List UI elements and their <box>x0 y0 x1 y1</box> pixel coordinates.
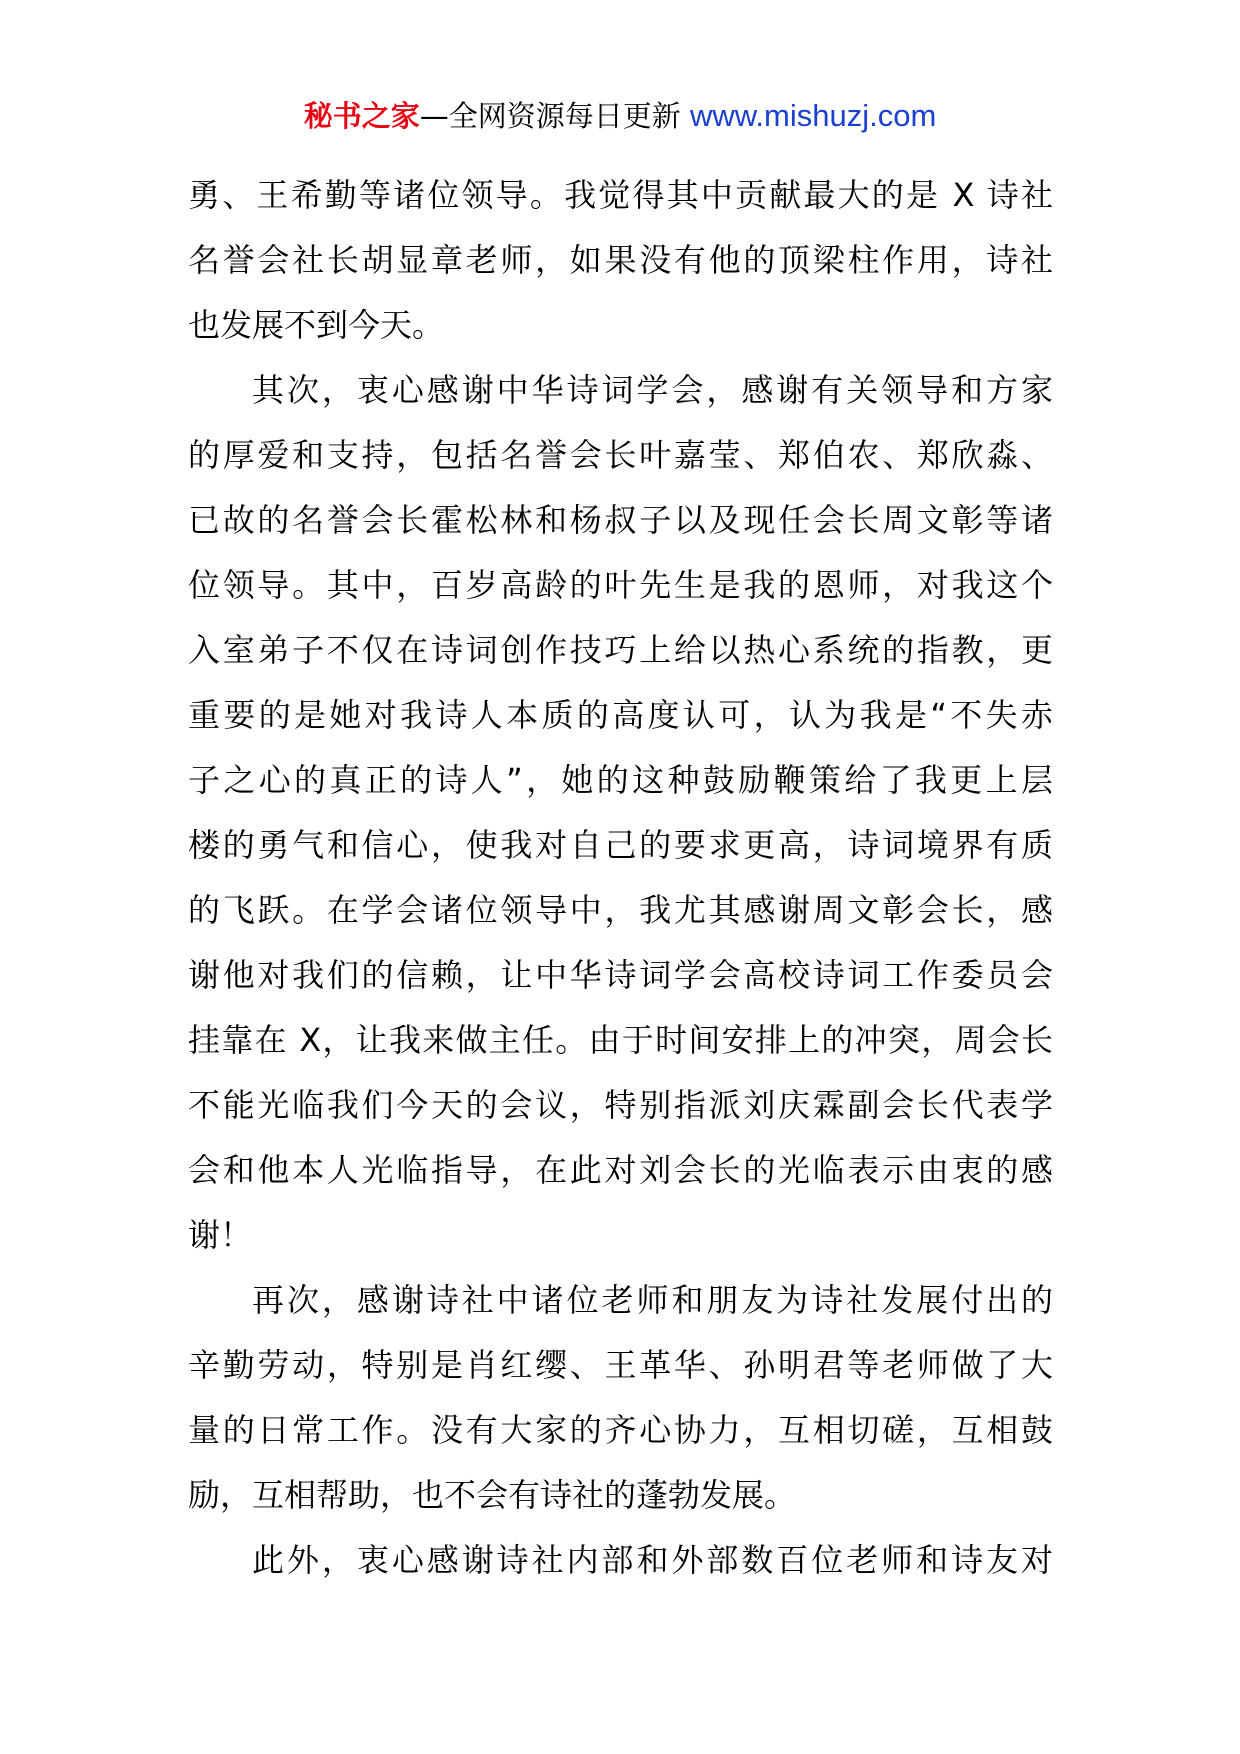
brand-name: 秘书之家 <box>303 99 420 133</box>
text-line: 子之心的真正的诗人”，她的这种鼓励鞭策给了我更上层 <box>188 761 1053 799</box>
text-line: 量的日常工作。没有大家的齐心协力，互相切磋，互相鼓 <box>188 1411 1053 1449</box>
text-line: 挂靠在 X，让我来做主任。由于时间安排上的冲突，周会长 <box>188 1021 1053 1059</box>
text-line: 楼的勇气和信心，使我对自己的要求更高，诗词境界有质 <box>188 826 1053 864</box>
paragraph-start-line: 此外，衷心感谢诗社内部和外部数百位老师和诗友对 <box>252 1541 1053 1579</box>
text-line: 辛勤劳动，特别是肖红缨、王革华、孙明君等老师做了大 <box>188 1346 1053 1384</box>
text-line: 的飞跃。在学会诸位领导中，我尤其感谢周文彰会长，感 <box>188 891 1053 929</box>
text-line: 入室弟子不仅在诗词创作技巧上给以热心系统的指教，更 <box>188 631 1053 669</box>
text-line: 已故的名誉会长霍松林和杨叔子以及现任会长周文彰等诸 <box>188 501 1053 539</box>
text-line: 勇、王希勤等诸位领导。我觉得其中贡献最大的是 X 诗社 <box>188 176 1053 214</box>
text-line: 会和他本人光临指导，在此对刘会长的光临表示由衷的感 <box>188 1151 1053 1189</box>
document-body <box>188 170 1053 1600</box>
text-line: 不能光临我们今天的会议，特别指派刘庆霖副会长代表学 <box>188 1086 1053 1124</box>
paragraph-start-line: 再次，感谢诗社中诸位老师和朋友为诗社发展付出的 <box>252 1281 1053 1319</box>
text-line: 谢他对我们的信赖，让中华诗词学会高校诗词工作委员会 <box>188 956 1053 994</box>
header-tagline: —全网资源每日更新 <box>419 99 681 133</box>
text-line: 位领导。其中，百岁高龄的叶先生是我的恩师，对我这个 <box>188 566 1053 604</box>
text-line: 也发展不到今天。 <box>188 306 445 344</box>
paragraph-start-line: 其次，衷心感谢中华诗词学会，感谢有关领导和方家 <box>252 371 1053 409</box>
text-line: 励，互相帮助，也不会有诗社的蓬勃发展。 <box>188 1476 797 1514</box>
text-line: 谢！ <box>188 1216 253 1254</box>
page-header <box>0 98 1240 134</box>
header-url-link[interactable]: www.mishuzj.com <box>689 98 937 133</box>
text-line: 的厚爱和支持，包括名誉会长叶嘉莹、郑伯农、郑欣淼、 <box>188 436 1053 474</box>
text-line: 名誉会社长胡显章老师，如果没有他的顶梁柱作用，诗社 <box>188 241 1053 279</box>
text-line: 重要的是她对我诗人本质的高度认可，认为我是“不失赤 <box>188 696 1053 734</box>
